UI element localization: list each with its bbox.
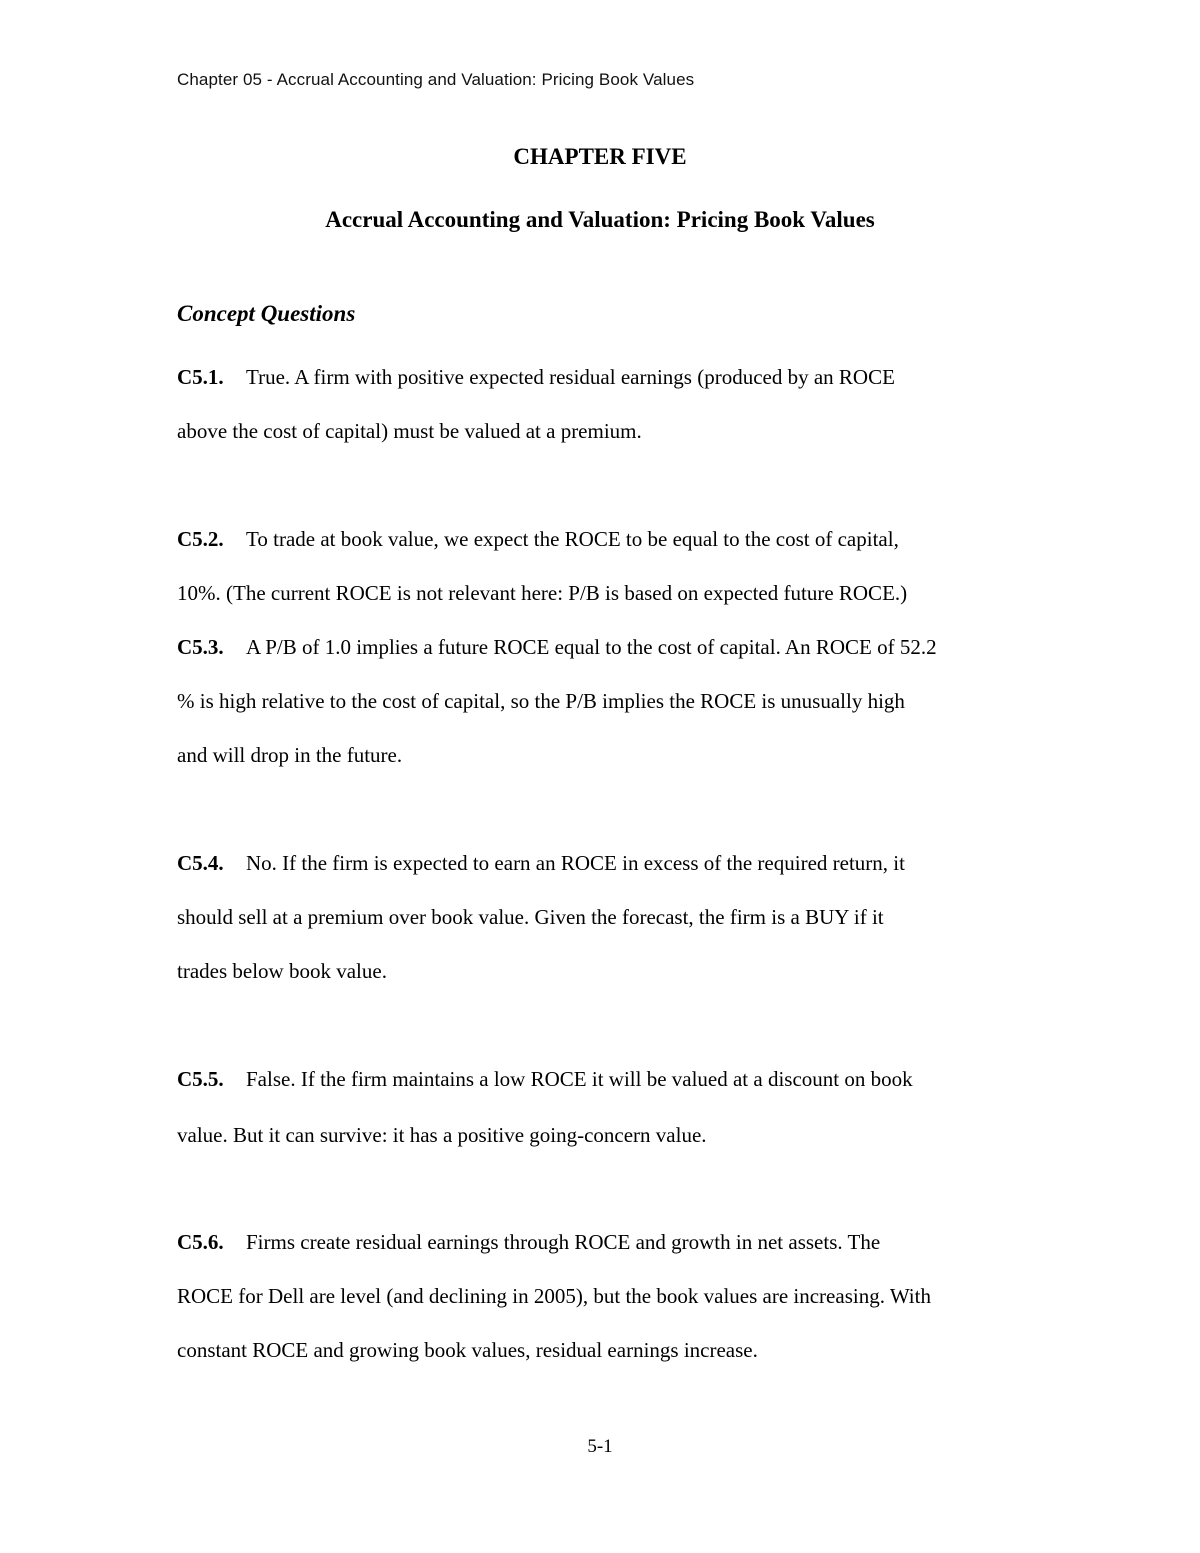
question-text: constant ROCE and growing book values, residual earnings increase. — [177, 1338, 758, 1362]
question-c5-2-line-2 — [177, 579, 907, 607]
question-c5-6-line-2 — [177, 1282, 931, 1310]
running-header: Chapter 05 - Accrual Accounting and Valuation: Pricing Book Values — [177, 70, 695, 89]
question-text: ROCE for Dell are level (and declining in 2005), but the book values are increasing. With — [177, 1284, 931, 1308]
question-number: C5.4. — [177, 851, 224, 875]
question-c5-2-line-1 — [177, 525, 899, 553]
question-c5-4-line-2 — [177, 903, 884, 931]
question-c5-4-line-1 — [177, 849, 905, 877]
question-number: C5.2. — [177, 527, 224, 551]
section-heading: Concept Questions — [177, 301, 356, 326]
question-number: C5.6. — [177, 1230, 224, 1254]
question-text: above the cost of capital) must be valued at a premium. — [177, 419, 642, 443]
question-c5-5-line-1 — [177, 1065, 913, 1093]
question-c5-5-line-2 — [177, 1121, 707, 1149]
question-number: C5.1. — [177, 365, 224, 389]
question-c5-1-line-2 — [177, 417, 642, 445]
question-c5-6-line-3 — [177, 1336, 758, 1364]
question-c5-3-line-2 — [177, 687, 905, 715]
question-text: A P/B of 1.0 implies a future ROCE equal to the cost of capital. An ROCE of 52.2 — [246, 635, 937, 659]
question-number: C5.3. — [177, 635, 224, 659]
chapter-title: CHAPTER FIVE — [513, 144, 687, 169]
question-text: trades below book value. — [177, 959, 387, 983]
question-text: 10%. (The current ROCE is not relevant here: P/B is based on expected future ROCE.) — [177, 581, 908, 605]
question-c5-1-line-1 — [177, 363, 895, 391]
chapter-subtitle: Accrual Accounting and Valuation: Pricing Book Values — [325, 207, 875, 232]
question-c5-3-line-1 — [177, 633, 937, 661]
question-c5-6-line-1 — [177, 1228, 880, 1256]
question-text: value. But it can survive: it has a positive going-concern value. — [177, 1123, 707, 1147]
question-c5-3-line-3 — [177, 741, 402, 769]
question-text: False. If the firm maintains a low ROCE it will be valued at a discount on book — [246, 1067, 913, 1091]
question-text: True. A firm with positive expected residual earnings (produced by an ROCE — [246, 365, 895, 389]
question-text: No. If the firm is expected to earn an ROCE in excess of the required return, it — [246, 851, 905, 875]
question-text: and will drop in the future. — [177, 743, 403, 767]
question-c5-4-line-3 — [177, 957, 387, 985]
page-number: 5-1 — [587, 1436, 613, 1457]
question-number: C5.5. — [177, 1067, 224, 1091]
question-text: % is high relative to the cost of capital, so the P/B implies the ROCE is unusually high — [177, 689, 905, 713]
question-text: To trade at book value, we expect the ROCE to be equal to the cost of capital, — [246, 527, 899, 551]
question-text: should sell at a premium over book value. Given the forecast, the firm is a BUY if it — [177, 905, 884, 929]
question-text: Firms create residual earnings through ROCE and growth in net assets. The — [246, 1230, 881, 1254]
